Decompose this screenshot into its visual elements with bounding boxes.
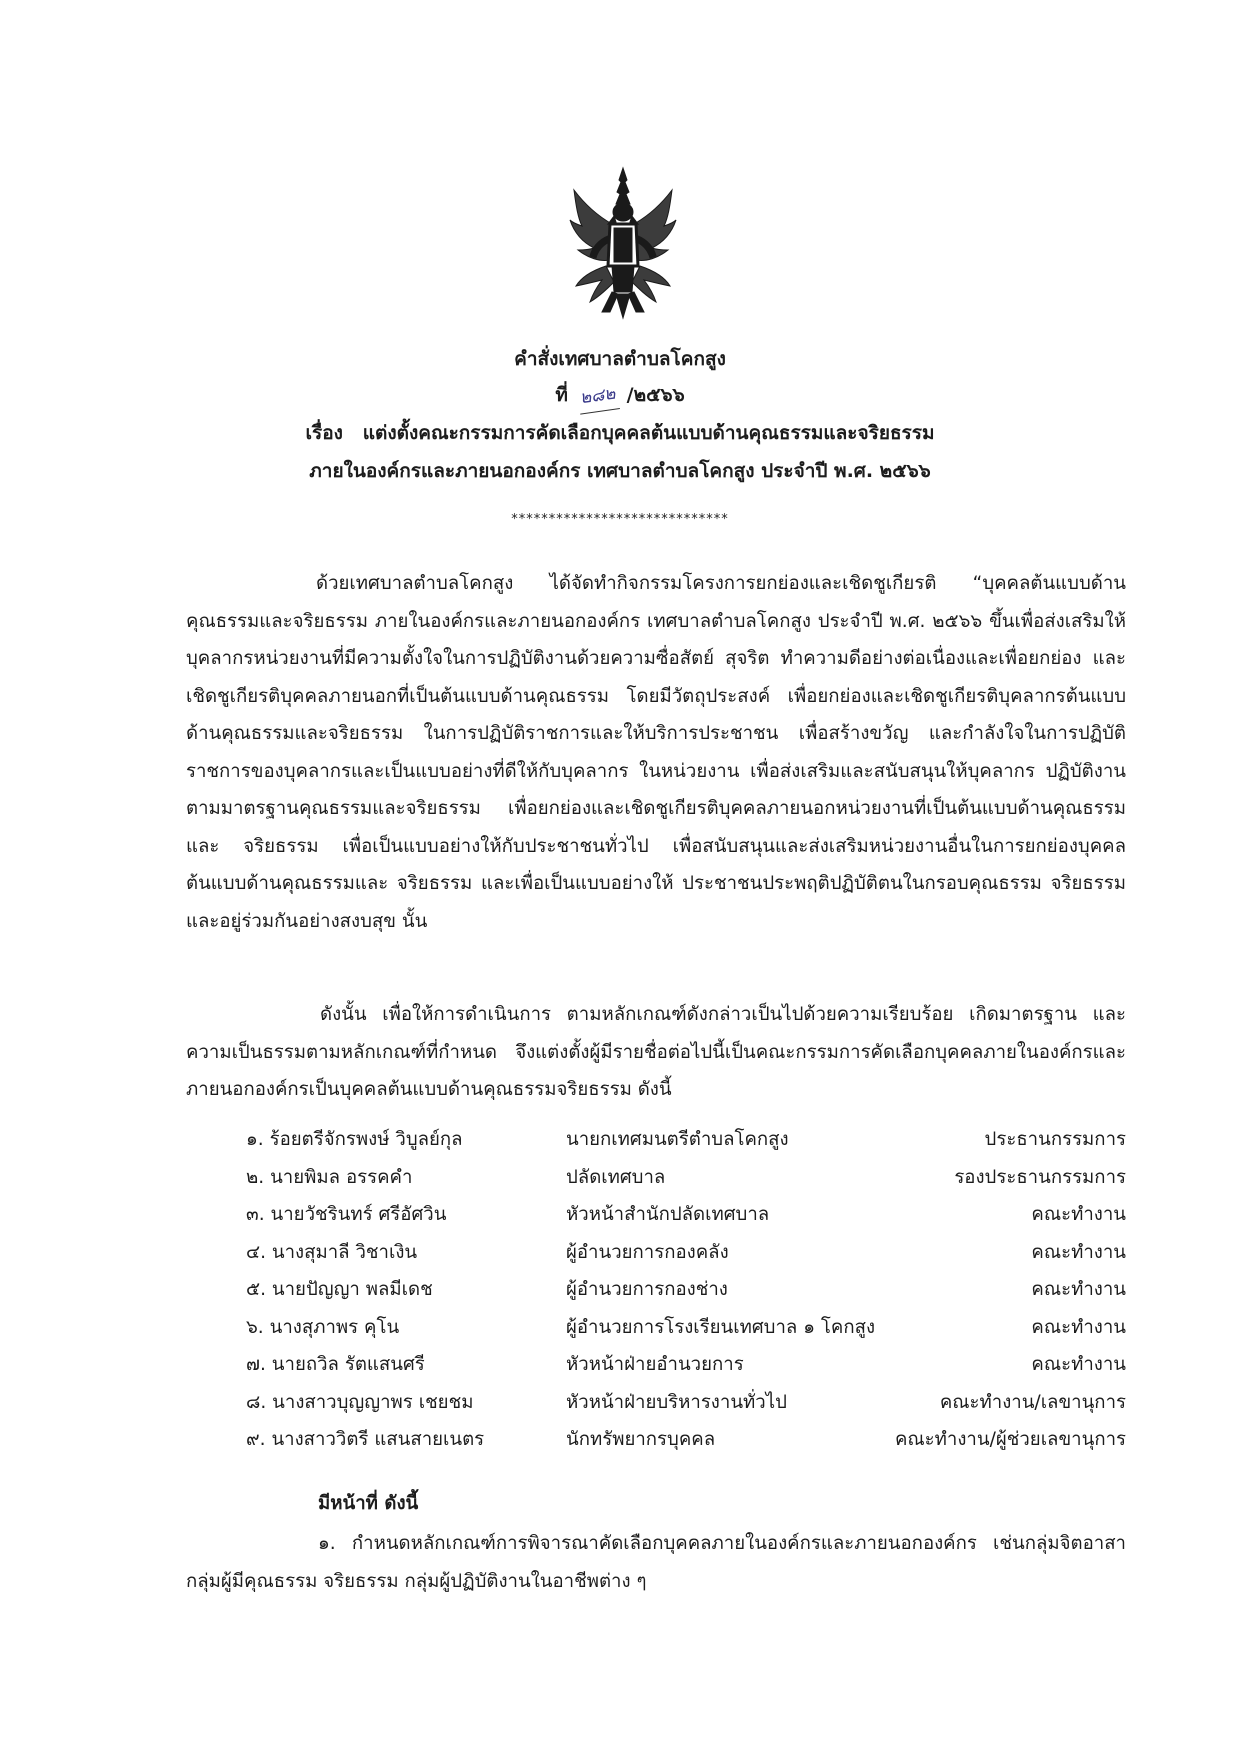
member-role: คณะทำงาน [1031, 1354, 1126, 1375]
committee-member-row [246, 1159, 1126, 1197]
member-position: ผู้อำนวยการกองคลัง [566, 1241, 729, 1263]
committee-member-row [246, 1271, 1126, 1309]
committee-member-row [246, 1234, 1126, 1272]
member-name: ๗. นายถวิล รัตแสนศรี [246, 1354, 425, 1375]
committee-member-row [246, 1121, 1126, 1159]
member-role: รองประธานกรรมการ [954, 1166, 1126, 1188]
paragraph-1: ด้วยเทศบาลตำบลโคกสูง ได้จัดทำกิจกรรมโครงการยกย่องและเชิดชูเกียรติ “บุคคลต้นแบบด้านคุณธรรมและจริยธรรม ภายในองค์กรและภายนอกองค์กร เทศบาลตำบลโคกสูง ประจำปี พ.ศ. ๒๕๖๖ ขึ้นเพื่อส่งเสริมให้บุคลากรหน่วยงานที่มีความตั้งใจในการปฏิบัติงานด้วยความซื่อสัตย์ สุจริต ทำความดีอย่างต่อเนื่องและเพื่อยกย่อง และเชิดชูเกียรติบุคคลภายนอกที่เป็นต้นแบบด้านคุณธรรม โดยมีวัตถุประสงค์ เพื่อยกย่องและเชิดชูเกียรติบุคลากรต้นแบบด้านคุณธรรมและจริยธรรม ในการปฏิบัติราชการและให้บริการประชาชน เพื่อสร้างขวัญ และกำลังใจในการปฏิบัติราชการของบุคลากรและเป็นแบบอย่างที่ดีให้กับบุคลากร ในหน่วยงาน เพื่อส่งเสริมและสนับสนุนให้บุคลากร ปฏิบัติงานตามมาตรฐานคุณธรรมและจริยธรรม เพื่อยกย่องและเชิดชูเกียรติบุคคลภายนอกหน่วยงานที่เป็นต้นแบบด้านคุณธรรมและ จริยธรรม เพื่อเป็นแบบอย่างให้กับประชาชนทั่วไป เพื่อสนับสนุนและส่งเสริมหน่วยงานอื่นในการยกย่องบุคคลต้นแบบด้านคุณธรรมและ จริยธรรม และเพื่อเป็นแบบอย่างให้ ประชาชนประพฤติปฏิบัติตนในกรอบคุณธรรม จริยธรรม และอยู่ร่วมกันอย่างสงบสุข นั้น [186, 573, 1126, 932]
member-role: คณะทำงาน [1031, 1279, 1126, 1300]
member-role: คณะทำงาน [1031, 1204, 1126, 1225]
member-role: คณะทำงาน/ผู้ช่วยเลขานุการ [894, 1429, 1126, 1450]
duty-item-1: ๑. กำหนดหลักเกณฑ์การพิจารณาคัดเลือกบุคคลภายในองค์กรและภายนอกองค์กร เช่นกลุ่มจิตอาสา กลุ่มผู้มีคุณธรรม จริยธรรม กลุ่มผู้ปฏิบัติงานในอาชีพต่าง ๆ [186, 1533, 1126, 1592]
member-role: ประธานกรรมการ [984, 1129, 1126, 1150]
member-position: ปลัดเทศบาล [566, 1166, 666, 1188]
subject-line-1 [0, 418, 1240, 448]
member-name: ๓. นายวัชรินทร์ ศรีอัศวิน [246, 1204, 447, 1225]
separator: ***************************** [511, 512, 729, 527]
member-position: หัวหน้าสำนักปลัดเทศบาล [566, 1204, 770, 1225]
member-position: ผู้อำนวยการโรงเรียนเทศบาล ๑ โคกสูง [566, 1316, 876, 1338]
committee-member-row [246, 1196, 1126, 1234]
order-number-prefix: ที่ [555, 384, 568, 406]
committee-member-row [246, 1309, 1126, 1347]
member-position: นักทรัพยากรบุคคล [566, 1429, 716, 1450]
member-role: คณะทำงาน [1031, 1241, 1126, 1263]
member-name: ๙. นางสาววิตรี แสนสายเนตร [246, 1429, 485, 1450]
garuda-emblem-icon [568, 166, 678, 324]
subject-label: เรื่อง [305, 422, 343, 444]
committee-member-row [246, 1421, 1126, 1459]
handwritten-order-number: ๒๘๒ [576, 378, 619, 414]
member-position: ผู้อำนวยการกองช่าง [566, 1279, 728, 1300]
member-name: ๕. นายปัญญา พลมีเดช [246, 1279, 433, 1300]
subject-text-1: แต่งตั้งคณะกรรมการคัดเลือกบุคคลต้นแบบด้านคุณธรรมและจริยธรรม [362, 422, 935, 444]
member-name: ๘. นางสาวบุญญาพร เชยชม [246, 1391, 474, 1413]
member-name: ๖. นางสุภาพร คุโน [246, 1316, 400, 1338]
member-name: ๒. นายพิมล อรรคคำ [246, 1166, 413, 1188]
committee-member-row [246, 1346, 1126, 1384]
order-title: คำสั่งเทศบาลตำบลโคกสูง [514, 348, 726, 370]
order-number [0, 380, 1240, 412]
member-position: หัวหน้าฝ่ายอำนวยการ [566, 1354, 744, 1375]
subject-line-2: ภายในองค์กรและภายนอกองค์กร เทศบาลตำบลโคกสูง ประจำปี พ.ศ. ๒๕๖๖ [309, 460, 931, 482]
member-position: นายกเทศมนตรีตำบลโคกสูง [566, 1129, 789, 1150]
committee-member-row [246, 1384, 1126, 1422]
committee-member-list [246, 1121, 1126, 1459]
member-position: หัวหน้าฝ่ายบริหารงานทั่วไป [566, 1391, 787, 1413]
member-role: คณะทำงาน [1031, 1316, 1126, 1338]
member-name: ๔. นางสุมาลี วิชาเงิน [246, 1241, 418, 1263]
paragraph-2: ดังนั้น เพื่อให้การดำเนินการ ตามหลักเกณฑ์ดังกล่าวเป็นไปด้วยความเรียบร้อย เกิดมาตรฐาน และความเป็นธรรมตามหลักเกณฑ์ที่กำหนด จึงแต่งตั้งผู้มีรายชื่อต่อไปนี้เป็นคณะกรรมการคัดเลือกบุคคลภายในองค์กรและภายนอกองค์กรเป็นบุคคลต้นแบบด้านคุณธรรมจริยธรรม ดังนี้ [186, 1004, 1126, 1100]
member-role: คณะทำงาน/เลขานุการ [939, 1391, 1126, 1413]
duties-heading: มีหน้าที่ ดังนี้ [318, 1493, 419, 1514]
member-name: ๑. ร้อยตรีจักรพงษ์ วิบูลย์กุล [246, 1129, 463, 1150]
order-number-suffix: /๒๕๖๖ [626, 384, 685, 406]
